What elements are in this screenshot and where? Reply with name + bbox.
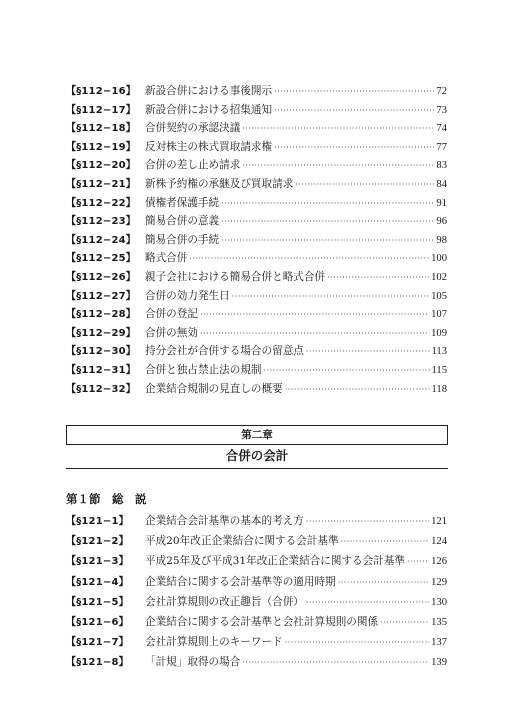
section-number: 【§121−2】: [66, 536, 129, 548]
page-number: 73: [436, 104, 447, 116]
toc-entry[interactable]: [66, 592, 447, 612]
entry-title: 債権者保護手続: [145, 196, 220, 209]
page-number: 130: [431, 596, 447, 608]
toc-entry[interactable]: [66, 361, 447, 380]
chapter-label: 第二章: [66, 425, 448, 445]
leader-dots: [274, 83, 434, 102]
entry-title: 簡易合併の手続: [145, 233, 220, 246]
entry-title: 新設合併における事後開示: [145, 85, 273, 97]
page-number: 83: [436, 160, 447, 172]
page-number: 107: [431, 309, 447, 321]
page-number: 124: [431, 536, 447, 548]
toc-entry[interactable]: [66, 632, 447, 652]
section-number: 【§121−7】: [66, 637, 129, 649]
section-number: 【§112−17】: [66, 104, 136, 116]
toc-entry[interactable]: [66, 231, 447, 250]
leader-dots: [327, 269, 429, 288]
leader-dots: [338, 573, 429, 593]
entry-title: 簡易合併の意義: [145, 215, 220, 228]
leader-dots: [221, 232, 434, 251]
entry-title: 企業結合に関する会計基準等の適用時期: [145, 575, 336, 588]
section-number: 【§112−23】: [66, 216, 136, 228]
toc-entry[interactable]: [66, 156, 447, 175]
entry-title: 「計規」取得の場合: [145, 656, 241, 669]
leader-dots: [306, 512, 429, 532]
entry-title: 企業結合に関する会計基準と会社計算規則の関係: [145, 615, 379, 628]
page-number: 115: [431, 364, 447, 376]
leader-dots: [341, 532, 430, 552]
section-number: 【§121−1】: [66, 516, 129, 527]
page-number: 98: [436, 234, 447, 246]
entry-title: 合併の差し止め請求: [145, 159, 241, 172]
entry-title: 略式合併: [145, 252, 188, 265]
page-number: 109: [431, 327, 447, 339]
entry-title: 新株予約権の承継及び買取請求: [145, 177, 294, 190]
chapter-title: 合併の会計: [225, 448, 289, 463]
section-number: 【§112−22】: [66, 197, 136, 209]
page-number: 102: [431, 271, 447, 283]
page-number: 105: [431, 290, 447, 302]
entry-title: 平成25年及び平成31年改正企業結合に関する会計基準: [145, 555, 406, 568]
chapter-divider: [66, 468, 448, 469]
entry-title: 会社計算規則上のキーワード: [145, 636, 283, 649]
entry-title: 親子会社における簡易合併と略式合併: [145, 270, 326, 283]
toc-entry[interactable]: [66, 612, 447, 632]
section-number: 【§112−31】: [66, 364, 136, 376]
leader-dots: [242, 653, 429, 673]
entry-title: 合併の登記: [145, 308, 198, 321]
section-number: 【§121−4】: [66, 576, 129, 588]
section-number: 【§121−5】: [66, 596, 129, 608]
entry-title: 持分会社が合併する場合の留意点: [145, 345, 304, 358]
toc-entry[interactable]: [66, 82, 447, 101]
toc-entry[interactable]: [66, 194, 447, 213]
page-number: 91: [436, 197, 447, 209]
section-number: 【§112−21】: [66, 178, 136, 190]
toc-entry[interactable]: [66, 324, 447, 343]
leader-dots: [264, 362, 430, 381]
page-number: 137: [431, 637, 447, 649]
toc-entry[interactable]: [66, 531, 447, 551]
entry-title: 合併契約の承認決議: [145, 122, 241, 135]
toc-entry[interactable]: [66, 287, 447, 306]
leader-dots: [189, 250, 429, 269]
entry-title: 合併の無効: [145, 326, 198, 339]
page-number: 126: [431, 556, 447, 568]
section-number: 【§121−6】: [66, 616, 129, 628]
page-number: 113: [431, 346, 447, 358]
entry-title: 反対株主の株式買取請求権: [145, 140, 273, 153]
page-number: 74: [436, 123, 447, 135]
section-number: 【§112−28】: [66, 309, 136, 321]
section-number: 【§112−25】: [66, 253, 136, 265]
leader-dots: [306, 343, 430, 362]
page-number: 84: [436, 178, 447, 190]
toc-list-chapter-2: [66, 511, 447, 673]
toc-entry[interactable]: [66, 342, 447, 361]
toc-entry[interactable]: [66, 119, 447, 138]
section-number: 【§121−8】: [66, 657, 129, 669]
toc-list-chapter-1: [66, 82, 447, 398]
leader-dots: [242, 120, 434, 139]
entry-title: 企業結合会計基準の基本的考え方: [145, 515, 304, 527]
leader-dots: [407, 552, 429, 572]
section-number: 【§112−16】: [66, 86, 136, 97]
entry-title: 合併の効力発生日: [145, 289, 230, 302]
leader-dots: [285, 381, 430, 400]
page-number: 100: [431, 253, 447, 265]
leader-dots: [200, 325, 429, 344]
section-number: 【§112−24】: [66, 234, 136, 246]
page-number: 139: [431, 657, 447, 669]
leader-dots: [200, 306, 429, 325]
leader-dots: [306, 593, 429, 613]
page-number: 77: [436, 141, 447, 153]
leader-dots: [274, 139, 434, 158]
toc-entry[interactable]: [66, 249, 447, 268]
section-heading: 第１節 総 説: [66, 492, 147, 506]
toc-entry[interactable]: [66, 572, 447, 592]
toc-entry[interactable]: [66, 305, 447, 324]
entry-title: 平成20年改正企業結合に関する会計基準: [145, 535, 339, 548]
leader-dots: [221, 195, 434, 214]
toc-entry[interactable]: [66, 138, 447, 157]
toc-entry[interactable]: [66, 101, 447, 120]
leader-dots: [295, 176, 434, 195]
toc-entry[interactable]: [66, 175, 447, 194]
section-number: 【§112−32】: [66, 383, 136, 395]
section-number: 【§112−26】: [66, 271, 136, 283]
page-number: 72: [436, 86, 447, 97]
section-number: 【§112−18】: [66, 123, 136, 135]
page-number: 121: [431, 516, 447, 527]
section-number: 【§112−27】: [66, 290, 136, 302]
section-number: 【§112−19】: [66, 141, 136, 153]
entry-title: 会社計算規則の改正趣旨（合併）: [145, 595, 304, 608]
section-number: 【§112−30】: [66, 346, 136, 358]
page-number: 129: [431, 576, 447, 588]
leader-dots: [232, 288, 429, 307]
leader-dots: [221, 213, 434, 232]
page-number: 135: [431, 616, 447, 628]
toc-entry[interactable]: [66, 511, 447, 531]
page-number: 118: [431, 383, 447, 395]
leader-dots: [380, 613, 429, 633]
leader-dots: [285, 633, 429, 653]
toc-entry[interactable]: [66, 652, 447, 672]
entry-title: 新設合併における招集通知: [145, 103, 273, 116]
entry-title: 合併と独占禁止法の規制: [145, 363, 262, 376]
section-number: 【§112−29】: [66, 327, 136, 339]
leader-dots: [274, 102, 434, 121]
toc-entry[interactable]: [66, 551, 447, 571]
section-number: 【§121−3】: [66, 556, 129, 568]
toc-entry[interactable]: [66, 268, 447, 287]
section-number: 【§112−20】: [66, 160, 136, 172]
toc-entry[interactable]: [66, 380, 447, 399]
entry-title: 企業結合規制の見直しの概要: [145, 382, 283, 395]
toc-entry[interactable]: [66, 212, 447, 231]
page-number: 96: [436, 216, 447, 228]
leader-dots: [242, 157, 434, 176]
